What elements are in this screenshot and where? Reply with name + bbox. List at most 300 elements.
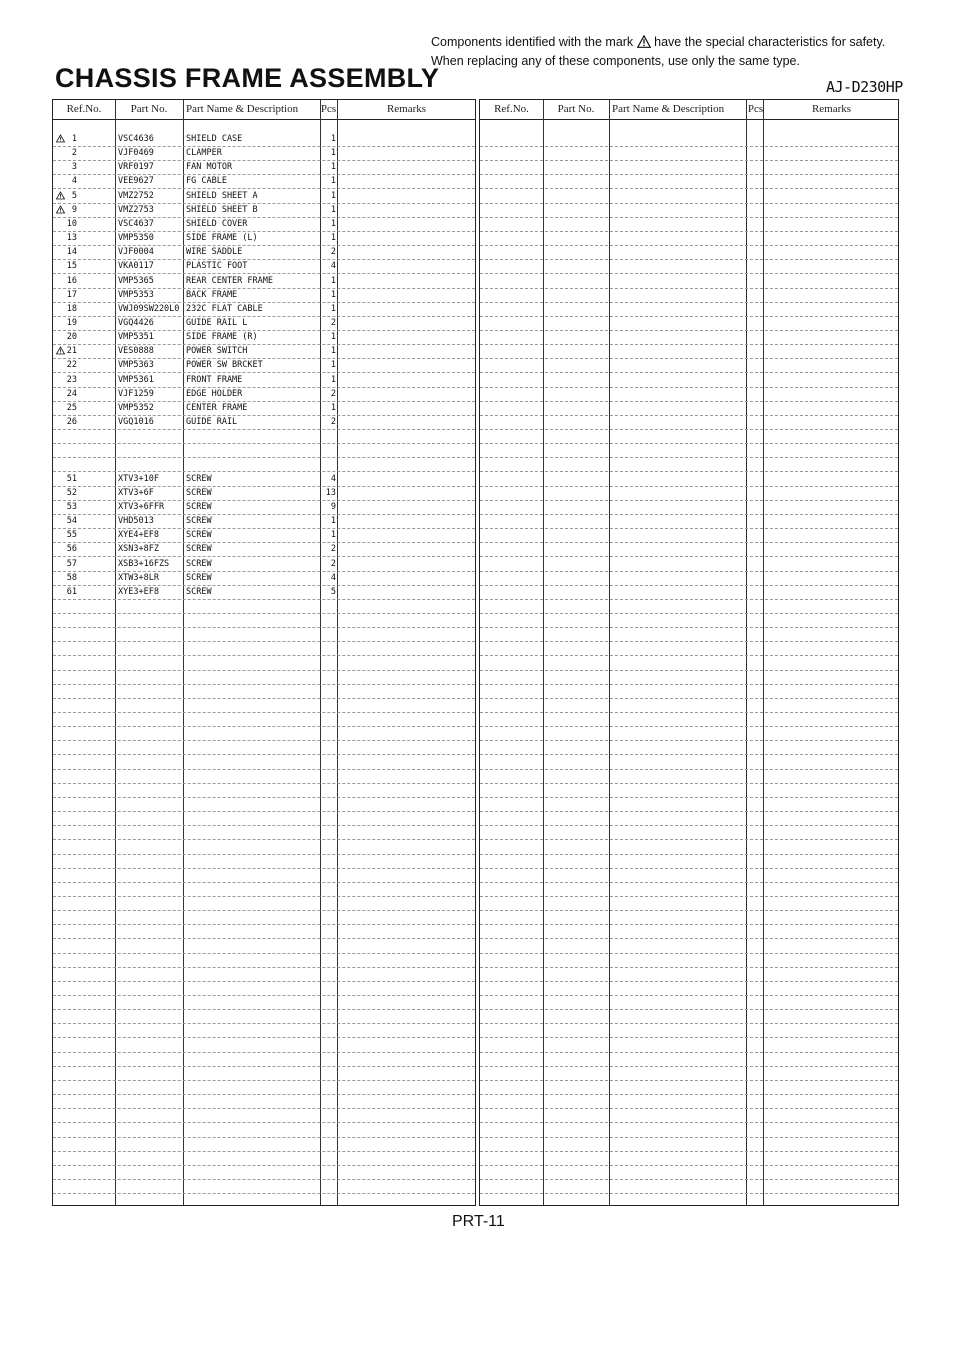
part-name-cell: SCREW xyxy=(186,501,212,512)
row-divider xyxy=(480,1037,898,1038)
row-divider xyxy=(480,231,898,232)
row-divider xyxy=(53,1009,475,1010)
row-divider xyxy=(480,146,898,147)
part-no-cell: VMP5365 xyxy=(118,275,154,286)
row-divider xyxy=(480,797,898,798)
ref-no-cell: 53 xyxy=(66,501,77,512)
part-name-cell: SCREW xyxy=(186,530,212,541)
table-row xyxy=(53,191,475,201)
pcs-cell: 4 xyxy=(330,261,336,272)
safety-notice-text-pre: Components identified with the mark xyxy=(431,35,634,49)
ref-no-cell: 16 xyxy=(66,275,77,286)
column-divider xyxy=(543,100,544,1205)
pcs-cell: 2 xyxy=(330,317,336,328)
ref-no-cell: 55 xyxy=(66,530,77,541)
ref-no-cell: 22 xyxy=(66,360,77,371)
pcs-cell: 9 xyxy=(330,501,336,512)
part-name-cell: PLASTIC FOOT xyxy=(186,261,248,272)
row-divider xyxy=(480,457,898,458)
row-divider xyxy=(53,528,475,529)
ref-no-cell: 14 xyxy=(66,247,77,258)
part-no-cell: VEE9627 xyxy=(118,176,154,187)
row-divider xyxy=(53,500,475,501)
table-row xyxy=(53,261,475,271)
row-divider xyxy=(53,245,475,246)
row-divider xyxy=(480,896,898,897)
part-name-cell: FG CABLE xyxy=(186,176,227,187)
part-name-cell: SHIELD COVER xyxy=(186,218,248,229)
row-divider xyxy=(53,910,475,911)
row-divider xyxy=(480,698,898,699)
row-divider xyxy=(480,372,898,373)
row-divider xyxy=(480,288,898,289)
row-divider xyxy=(53,457,475,458)
pcs-cell: 1 xyxy=(330,134,336,144)
table-row xyxy=(53,502,475,512)
header-ref-no: Ref.No. xyxy=(66,103,102,115)
row-divider xyxy=(53,288,475,289)
row-divider xyxy=(53,471,475,472)
safety-notice-line-1 xyxy=(431,33,885,52)
column-divider xyxy=(609,100,610,1205)
ref-no-cell: 20 xyxy=(66,332,77,343)
ref-no-cell: 10 xyxy=(66,218,77,229)
part-name-cell: CLAMPER xyxy=(186,148,222,159)
part-no-cell: VKA0117 xyxy=(118,261,154,272)
parts-table-right xyxy=(479,99,899,1206)
row-divider xyxy=(480,641,898,642)
part-name-cell: GUIDE RAIL L xyxy=(186,317,248,328)
header-pcs: Pcs xyxy=(747,103,764,115)
part-name-cell: BACK FRAME xyxy=(186,289,238,300)
ref-no-cell: 9 xyxy=(71,204,77,215)
ref-no-cell: 58 xyxy=(66,572,77,583)
row-divider xyxy=(480,542,898,543)
row-divider xyxy=(480,1137,898,1138)
row-divider xyxy=(480,273,898,274)
pcs-cell: 1 xyxy=(330,374,336,385)
table-row xyxy=(53,474,475,484)
row-divider xyxy=(53,1066,475,1067)
row-divider xyxy=(53,556,475,557)
part-name-cell: SHIELD SHEET A xyxy=(186,190,258,201)
row-divider xyxy=(480,330,898,331)
row-divider xyxy=(53,924,475,925)
model-number: AJ-D230HP xyxy=(826,78,903,96)
row-divider xyxy=(480,514,898,515)
row-divider xyxy=(53,429,475,430)
row-divider xyxy=(53,401,475,402)
row-divider xyxy=(480,1179,898,1180)
safety-notice-text-post: have the special characteristics for safety. xyxy=(654,35,886,49)
table-row xyxy=(53,247,475,257)
table-row xyxy=(53,233,475,243)
row-divider xyxy=(53,839,475,840)
part-no-cell: VMP5350 xyxy=(118,233,154,244)
safety-mark-icon xyxy=(56,191,65,200)
ref-no-cell: 26 xyxy=(66,417,77,427)
part-no-cell: VSC4636 xyxy=(118,134,154,144)
row-divider xyxy=(53,655,475,656)
pcs-cell: 13 xyxy=(325,487,336,498)
row-divider xyxy=(480,1151,898,1152)
row-divider xyxy=(53,330,475,331)
pcs-cell: 1 xyxy=(330,233,336,244)
row-divider xyxy=(53,1165,475,1166)
part-name-cell: SCREW xyxy=(186,572,212,583)
row-divider xyxy=(480,670,898,671)
pcs-cell: 1 xyxy=(330,516,336,527)
row-divider xyxy=(480,981,898,982)
row-divider xyxy=(480,726,898,727)
table-row xyxy=(53,488,475,498)
ref-no-cell: 19 xyxy=(66,317,77,328)
header-pcs: Pcs xyxy=(320,103,337,115)
part-no-cell: VWJ09SW220L0 xyxy=(118,303,180,314)
header-ref-no: Ref.No. xyxy=(494,103,529,115)
pcs-cell: 1 xyxy=(330,148,336,159)
row-divider xyxy=(53,372,475,373)
row-divider xyxy=(480,924,898,925)
part-no-cell: XTV3+6FFR xyxy=(118,501,165,512)
row-divider xyxy=(53,273,475,274)
row-divider xyxy=(53,146,475,147)
table-row xyxy=(53,148,475,158)
row-divider xyxy=(480,1165,898,1166)
table-row xyxy=(53,162,475,172)
row-divider xyxy=(480,486,898,487)
ref-no-cell: 5 xyxy=(71,190,77,201)
row-divider xyxy=(53,670,475,671)
pcs-cell: 1 xyxy=(330,402,336,413)
row-divider xyxy=(53,698,475,699)
row-divider xyxy=(53,769,475,770)
table-row xyxy=(53,375,475,385)
part-name-cell: SCREW xyxy=(186,487,212,498)
row-divider xyxy=(53,443,475,444)
pcs-cell: 5 xyxy=(330,586,336,597)
row-divider xyxy=(480,811,898,812)
part-no-cell: XSN3+8FZ xyxy=(118,544,159,555)
row-divider xyxy=(480,613,898,614)
row-divider xyxy=(480,783,898,784)
row-divider xyxy=(53,1151,475,1152)
part-no-cell: VMZ2752 xyxy=(118,190,154,201)
row-divider xyxy=(53,783,475,784)
row-divider xyxy=(53,259,475,260)
row-divider xyxy=(53,981,475,982)
row-divider xyxy=(53,938,475,939)
row-divider xyxy=(480,217,898,218)
table-row xyxy=(53,134,475,144)
row-divider xyxy=(53,811,475,812)
parts-table-left xyxy=(52,99,476,1206)
pcs-cell: 2 xyxy=(330,388,336,399)
row-divider xyxy=(480,429,898,430)
part-name-cell: SIDE FRAME (L) xyxy=(186,233,258,244)
row-divider xyxy=(480,188,898,189)
pcs-cell: 1 xyxy=(330,190,336,201)
part-name-cell: SCREW xyxy=(186,544,212,555)
pcs-cell: 1 xyxy=(330,332,336,343)
row-divider xyxy=(53,160,475,161)
ref-no-cell: 4 xyxy=(71,176,77,187)
header-part-name: Part Name & Description xyxy=(612,103,725,115)
row-divider xyxy=(480,910,898,911)
row-divider xyxy=(480,443,898,444)
row-divider xyxy=(53,995,475,996)
row-divider xyxy=(53,953,475,954)
ref-no-cell: 3 xyxy=(71,162,77,173)
part-name-cell: WIRE SADDLE xyxy=(186,247,243,258)
row-divider xyxy=(53,316,475,317)
row-divider xyxy=(480,953,898,954)
row-divider xyxy=(53,740,475,741)
row-divider xyxy=(480,882,898,883)
row-divider xyxy=(480,245,898,246)
row-divider xyxy=(480,712,898,713)
pcs-cell: 1 xyxy=(330,176,336,187)
row-divider xyxy=(53,344,475,345)
row-divider xyxy=(53,1193,475,1194)
row-divider xyxy=(53,188,475,189)
row-divider xyxy=(53,585,475,586)
part-no-cell: VMZ2753 xyxy=(118,204,154,215)
pcs-cell: 2 xyxy=(330,247,336,258)
ref-no-cell: 13 xyxy=(66,233,77,244)
row-divider xyxy=(480,203,898,204)
row-divider xyxy=(53,542,475,543)
part-name-cell: GUIDE RAIL xyxy=(186,417,238,427)
column-divider xyxy=(746,100,747,1205)
table-row xyxy=(53,219,475,229)
part-no-cell: VRF0197 xyxy=(118,162,154,173)
row-divider xyxy=(480,1108,898,1109)
pcs-cell: 1 xyxy=(330,346,336,357)
part-no-cell: VMP5351 xyxy=(118,332,154,343)
row-divider xyxy=(53,868,475,869)
table-row xyxy=(53,290,475,300)
ref-no-cell: 51 xyxy=(66,473,77,484)
safety-notice xyxy=(431,33,885,71)
row-divider xyxy=(480,571,898,572)
row-divider xyxy=(480,302,898,303)
row-divider xyxy=(480,938,898,939)
row-divider xyxy=(53,302,475,303)
part-name-cell: SCREW xyxy=(186,586,212,597)
part-no-cell: XTV3+6F xyxy=(118,487,154,498)
ref-no-cell: 2 xyxy=(71,148,77,159)
row-divider xyxy=(480,839,898,840)
pcs-cell: 4 xyxy=(330,572,336,583)
pcs-cell: 1 xyxy=(330,289,336,300)
row-divider xyxy=(53,387,475,388)
pcs-cell: 1 xyxy=(330,530,336,541)
header-part-name: Part Name & Description xyxy=(186,103,299,115)
ref-no-cell: 18 xyxy=(66,303,77,314)
row-divider xyxy=(53,1037,475,1038)
part-name-cell: SCREW xyxy=(186,558,212,569)
row-divider xyxy=(53,712,475,713)
part-no-cell: VMP5353 xyxy=(118,289,154,300)
part-no-cell: VGQ1016 xyxy=(118,417,154,427)
row-divider xyxy=(480,769,898,770)
row-divider xyxy=(480,259,898,260)
row-divider xyxy=(480,500,898,501)
row-divider xyxy=(480,754,898,755)
column-divider xyxy=(763,100,764,1205)
row-divider xyxy=(53,684,475,685)
table-row xyxy=(53,587,475,597)
row-divider xyxy=(53,571,475,572)
warning-triangle-icon xyxy=(637,35,651,48)
row-divider xyxy=(480,160,898,161)
part-no-cell: XTW3+8LR xyxy=(118,572,159,583)
table-row xyxy=(53,346,475,356)
pcs-cell: 1 xyxy=(330,275,336,286)
table-row xyxy=(53,530,475,540)
part-name-cell: POWER SWITCH xyxy=(186,346,248,357)
row-divider xyxy=(480,387,898,388)
safety-mark-icon xyxy=(56,205,65,214)
row-divider xyxy=(53,882,475,883)
part-no-cell: XSB3+16FZS xyxy=(118,558,170,569)
table-row xyxy=(53,276,475,286)
row-divider xyxy=(53,231,475,232)
row-divider xyxy=(480,174,898,175)
pcs-cell: 2 xyxy=(330,558,336,569)
row-divider xyxy=(480,1122,898,1123)
part-name-cell: SCREW xyxy=(186,473,212,484)
ref-no-cell: 57 xyxy=(66,558,77,569)
row-divider xyxy=(480,528,898,529)
part-name-cell: SHIELD CASE xyxy=(186,134,243,144)
header-part-no: Part No. xyxy=(557,103,595,115)
row-divider xyxy=(53,825,475,826)
ref-no-cell: 24 xyxy=(66,388,77,399)
ref-no-cell: 1 xyxy=(71,134,77,144)
row-divider xyxy=(480,1080,898,1081)
table-row xyxy=(53,559,475,569)
part-name-cell: SIDE FRAME (R) xyxy=(186,332,258,343)
row-divider xyxy=(53,486,475,487)
table-row xyxy=(53,516,475,526)
safety-mark-icon xyxy=(56,134,65,143)
row-divider xyxy=(480,627,898,628)
row-divider xyxy=(480,1023,898,1024)
pcs-cell: 2 xyxy=(330,544,336,555)
row-divider xyxy=(53,203,475,204)
ref-no-cell: 21 xyxy=(66,346,77,357)
row-divider xyxy=(53,797,475,798)
row-divider xyxy=(480,1009,898,1010)
row-divider xyxy=(53,641,475,642)
pcs-cell: 1 xyxy=(330,360,336,371)
page-title: CHASSIS FRAME ASSEMBLY xyxy=(55,63,440,93)
row-divider xyxy=(480,740,898,741)
row-divider xyxy=(53,1179,475,1180)
row-divider xyxy=(53,1080,475,1081)
row-divider xyxy=(53,1052,475,1053)
row-divider xyxy=(53,726,475,727)
part-no-cell: XYE3+EF8 xyxy=(118,586,159,597)
part-no-cell: VJF1259 xyxy=(118,388,154,399)
part-name-cell: CENTER FRAME xyxy=(186,402,248,413)
header-remarks: Remarks xyxy=(386,103,427,115)
row-divider xyxy=(53,854,475,855)
part-no-cell: VJF0004 xyxy=(118,247,154,258)
header-remarks: Remarks xyxy=(811,103,852,115)
pcs-cell: 1 xyxy=(330,162,336,173)
row-divider xyxy=(53,967,475,968)
row-divider xyxy=(480,1066,898,1067)
table-row xyxy=(53,360,475,370)
table-row xyxy=(53,176,475,186)
table-row xyxy=(53,573,475,583)
row-divider xyxy=(480,854,898,855)
part-name-cell: SHIELD SHEET B xyxy=(186,204,258,215)
table-row xyxy=(53,417,475,427)
row-divider xyxy=(480,1052,898,1053)
part-name-cell: POWER SW BRCKET xyxy=(186,360,263,371)
row-divider xyxy=(480,599,898,600)
part-no-cell: XYE4+EF8 xyxy=(118,530,159,541)
part-no-cell: VHD5013 xyxy=(118,516,154,527)
row-divider xyxy=(480,1094,898,1095)
ref-no-cell: 61 xyxy=(66,586,77,597)
part-name-cell: REAR CENTER FRAME xyxy=(186,275,273,286)
row-divider xyxy=(53,1108,475,1109)
part-name-cell: FAN MOTOR xyxy=(186,162,233,173)
row-divider xyxy=(480,684,898,685)
ref-no-cell: 54 xyxy=(66,516,77,527)
part-no-cell: VMP5363 xyxy=(118,360,154,371)
header-divider xyxy=(53,119,475,120)
row-divider xyxy=(480,967,898,968)
table-row xyxy=(53,332,475,342)
table-row xyxy=(53,544,475,554)
part-no-cell: VGQ4426 xyxy=(118,317,154,328)
pcs-cell: 2 xyxy=(330,417,336,427)
row-divider xyxy=(480,825,898,826)
row-divider xyxy=(480,1193,898,1194)
safety-notice-line-2: When replacing any of these components, use only the same type. xyxy=(431,54,800,68)
table-row xyxy=(53,403,475,413)
row-divider xyxy=(480,995,898,996)
table-row xyxy=(53,389,475,399)
header-part-no: Part No. xyxy=(130,103,168,115)
row-divider xyxy=(53,514,475,515)
row-divider xyxy=(53,1137,475,1138)
ref-no-cell: 25 xyxy=(66,402,77,413)
table-row xyxy=(53,304,475,314)
row-divider xyxy=(53,599,475,600)
row-divider xyxy=(480,868,898,869)
part-name-cell: 232C FLAT CABLE xyxy=(186,303,263,314)
row-divider xyxy=(480,316,898,317)
part-name-cell: FRONT FRAME xyxy=(186,374,243,385)
row-divider xyxy=(480,655,898,656)
row-divider xyxy=(53,217,475,218)
part-name-cell: EDGE HOLDER xyxy=(186,388,243,399)
row-divider xyxy=(53,174,475,175)
row-divider xyxy=(53,415,475,416)
row-divider xyxy=(480,585,898,586)
ref-no-cell: 17 xyxy=(66,289,77,300)
table-row xyxy=(53,318,475,328)
row-divider xyxy=(480,358,898,359)
pcs-cell: 4 xyxy=(330,473,336,484)
